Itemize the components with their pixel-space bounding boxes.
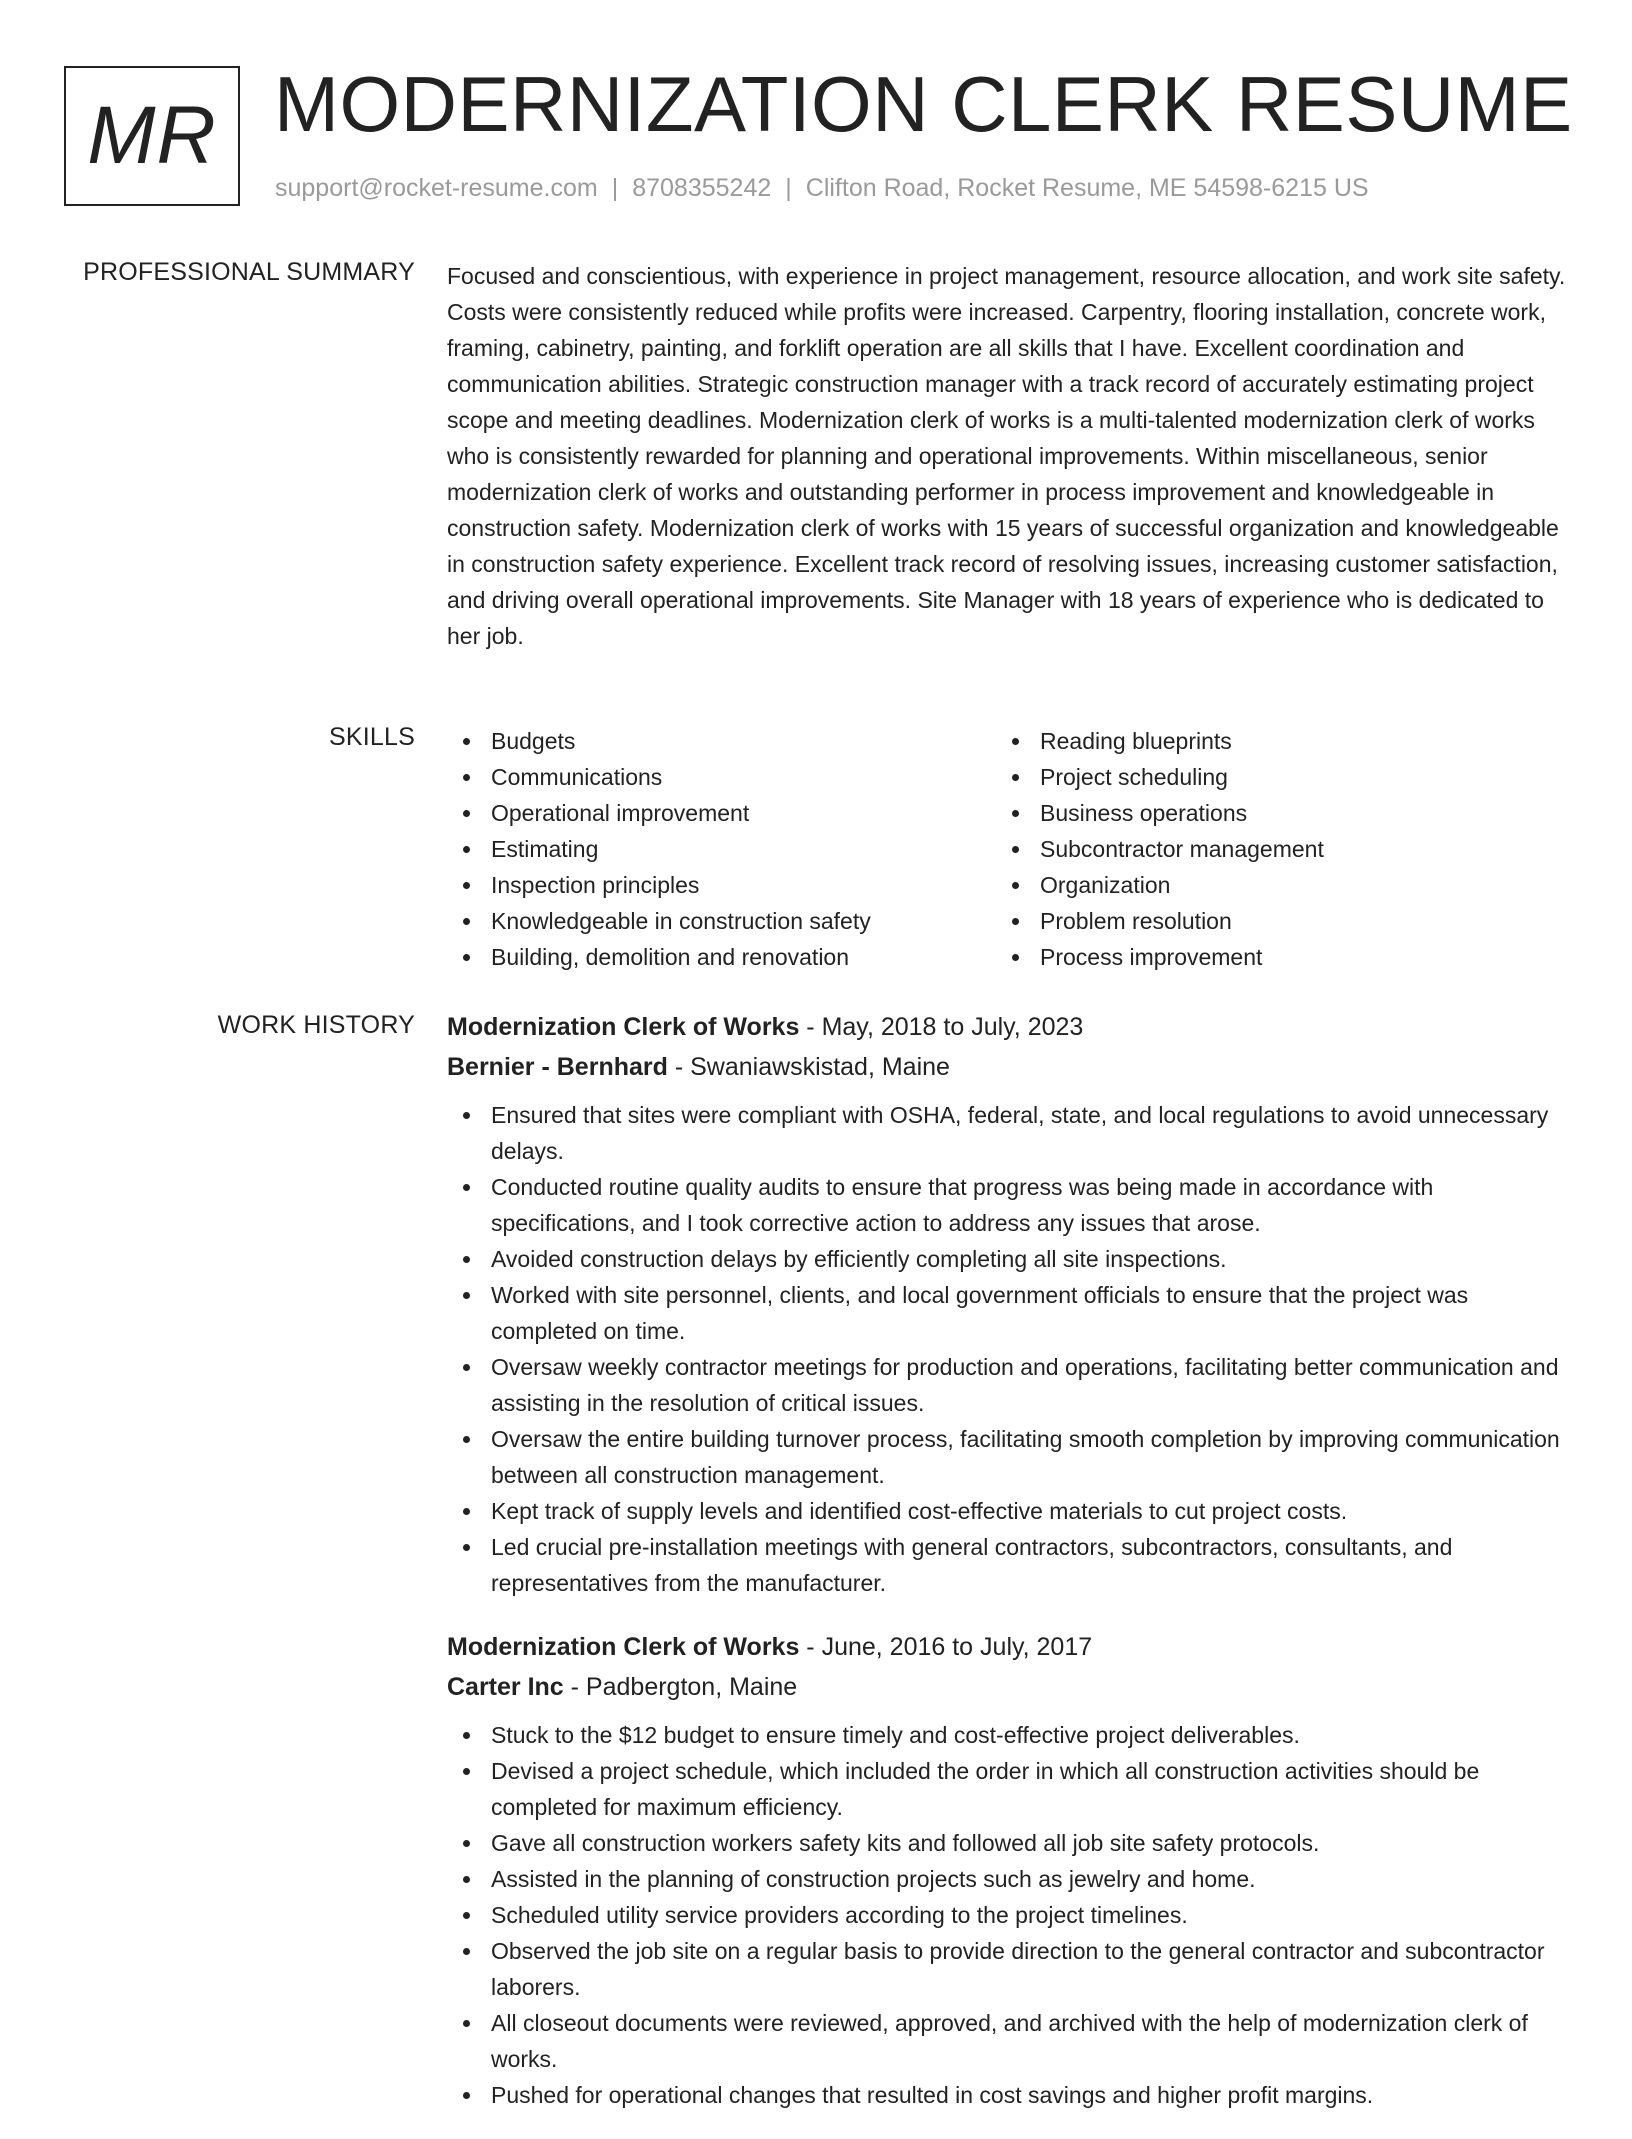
job-duties-list <box>447 1717 1567 2113</box>
job-company-line <box>447 1047 1567 1087</box>
section-label-skills: SKILLS <box>329 723 415 751</box>
skill-item: Reading blueprints <box>996 723 1545 759</box>
job-entry <box>447 1007 1567 1601</box>
summary-text: Focused and conscientious, with experience in project management, resource allocation, and work site safety. Costs were consistently reduced while profits were increased. Carpentry, flooring installation, concrete work, framing, cabinetry, painting, and forklift operation are all skills that I have. Excellent coordination and communication abilities. Strategic construction manager with a track record of accurately estimating project scope and meeting deadlines. Modernization clerk of works is a multi-talented modernization clerk of works who is consistently rewarded for planning and operational improvements. Within miscellaneous, senior modernization clerk of works and outstanding performer in process improvement and knowledgeable in construction safety. Modernization clerk of works with 15 years of successful organization and knowledgeable in construction safety experience. Excellent track record of resolving issues, increasing customer satisfaction, and driving overall operational improvements. Site Manager with 18 years of experience who is dedicated to her job. <box>447 263 1566 649</box>
skill-item: Inspection principles <box>447 867 996 903</box>
skills-body <box>447 723 1567 975</box>
job-title: Modernization Clerk of Works <box>447 1013 800 1041</box>
skill-item: Estimating <box>447 831 996 867</box>
skill-item: Organization <box>996 867 1545 903</box>
job-company: Carter Inc <box>447 1673 564 1701</box>
job-duty-item: Conducted routine quality audits to ensure that progress was being made in accordance with specifications, and I took corrective action to address any issues that arose. <box>447 1169 1567 1241</box>
monogram-badge: MR <box>64 66 240 206</box>
resume-header <box>64 60 1573 214</box>
skill-item: Business operations <box>996 795 1545 831</box>
job-duty-item: Devised a project schedule, which included the order in which all construction activities should be completed for maximum efficiency. <box>447 1753 1567 1825</box>
job-title: Modernization Clerk of Works <box>447 1633 800 1661</box>
job-dates: - May, 2018 to July, 2023 <box>799 1013 1084 1041</box>
job-duty-item: Ensured that sites were compliant with OSHA, federal, state, and local regulations to avoid unnecessary delays. <box>447 1097 1567 1169</box>
job-duty-item: Led crucial pre-installation meetings with general contractors, subcontractors, consultants, and representatives from the manufacturer. <box>447 1529 1567 1601</box>
skill-item: Communications <box>447 759 996 795</box>
resume-title: MODERNIZATION CLERK RESUME <box>274 60 1573 148</box>
job-duty-item: Scheduled utility service providers according to the project timelines. <box>447 1897 1567 1933</box>
job-company: Bernier - Bernhard <box>447 1053 668 1081</box>
contact-phone: 8708355242 <box>632 174 772 202</box>
job-duty-item: Observed the job site on a regular basis to provide direction to the general contractor and subcontractor laborers. <box>447 1933 1567 2005</box>
job-title-line <box>447 1627 1567 1667</box>
job-company-line <box>447 1667 1567 1707</box>
contact-email: support@rocket-resume.com <box>275 174 598 202</box>
skills-column-right <box>996 723 1545 975</box>
skill-item: Knowledgeable in construction safety <box>447 903 996 939</box>
contact-line <box>275 174 1369 203</box>
skills-column-left <box>447 723 996 975</box>
section-label-summary: PROFESSIONAL SUMMARY <box>83 258 415 286</box>
section-label-work-history: WORK HISTORY <box>217 1011 415 1039</box>
job-duty-item: Assisted in the planning of construction projects such as jewelry and home. <box>447 1861 1567 1897</box>
job-title-line <box>447 1007 1567 1047</box>
job-location: - Swaniawskistad, Maine <box>667 1053 950 1081</box>
job-duty-item: Stuck to the $12 budget to ensure timely and cost-effective project deliverables. <box>447 1717 1567 1753</box>
job-duty-item: Pushed for operational changes that resulted in cost savings and higher profit margins. <box>447 2077 1567 2113</box>
skills-grid <box>447 723 1567 975</box>
skill-item: Building, demolition and renovation <box>447 939 996 975</box>
job-duty-item: All closeout documents were reviewed, approved, and archived with the help of modernization clerk of works. <box>447 2005 1567 2077</box>
job-duty-item: Gave all construction workers safety kits and followed all job site safety protocols. <box>447 1825 1567 1861</box>
job-duties-list <box>447 1097 1567 1601</box>
skill-item: Problem resolution <box>996 903 1545 939</box>
job-dates: - June, 2016 to July, 2017 <box>799 1633 1093 1661</box>
skill-item: Project scheduling <box>996 759 1545 795</box>
skill-item: Operational improvement <box>447 795 996 831</box>
skill-item: Subcontractor management <box>996 831 1545 867</box>
job-duty-item: Oversaw weekly contractor meetings for production and operations, facilitating better communication and assisting in the resolution of critical issues. <box>447 1349 1567 1421</box>
contact-separator: | <box>785 174 792 202</box>
job-duty-item: Avoided construction delays by efficiently completing all site inspections. <box>447 1241 1567 1277</box>
work-history-body <box>447 1007 1567 2139</box>
contact-separator: | <box>611 174 619 202</box>
job-duty-item: Oversaw the entire building turnover process, facilitating smooth completion by improving communication between all construction management. <box>447 1421 1567 1493</box>
job-entry <box>447 1627 1567 2113</box>
job-duty-item: Worked with site personnel, clients, and local government officials to ensure that the project was completed on time. <box>447 1277 1567 1349</box>
contact-address: Clifton Road, Rocket Resume, ME 54598-6215 US <box>805 174 1369 202</box>
summary-body <box>447 258 1567 654</box>
skill-item: Process improvement <box>996 939 1545 975</box>
skill-item: Budgets <box>447 723 996 759</box>
job-duty-item: Kept track of supply levels and identified cost-effective materials to cut project costs. <box>447 1493 1567 1529</box>
job-location: - Padbergton, Maine <box>563 1673 798 1701</box>
